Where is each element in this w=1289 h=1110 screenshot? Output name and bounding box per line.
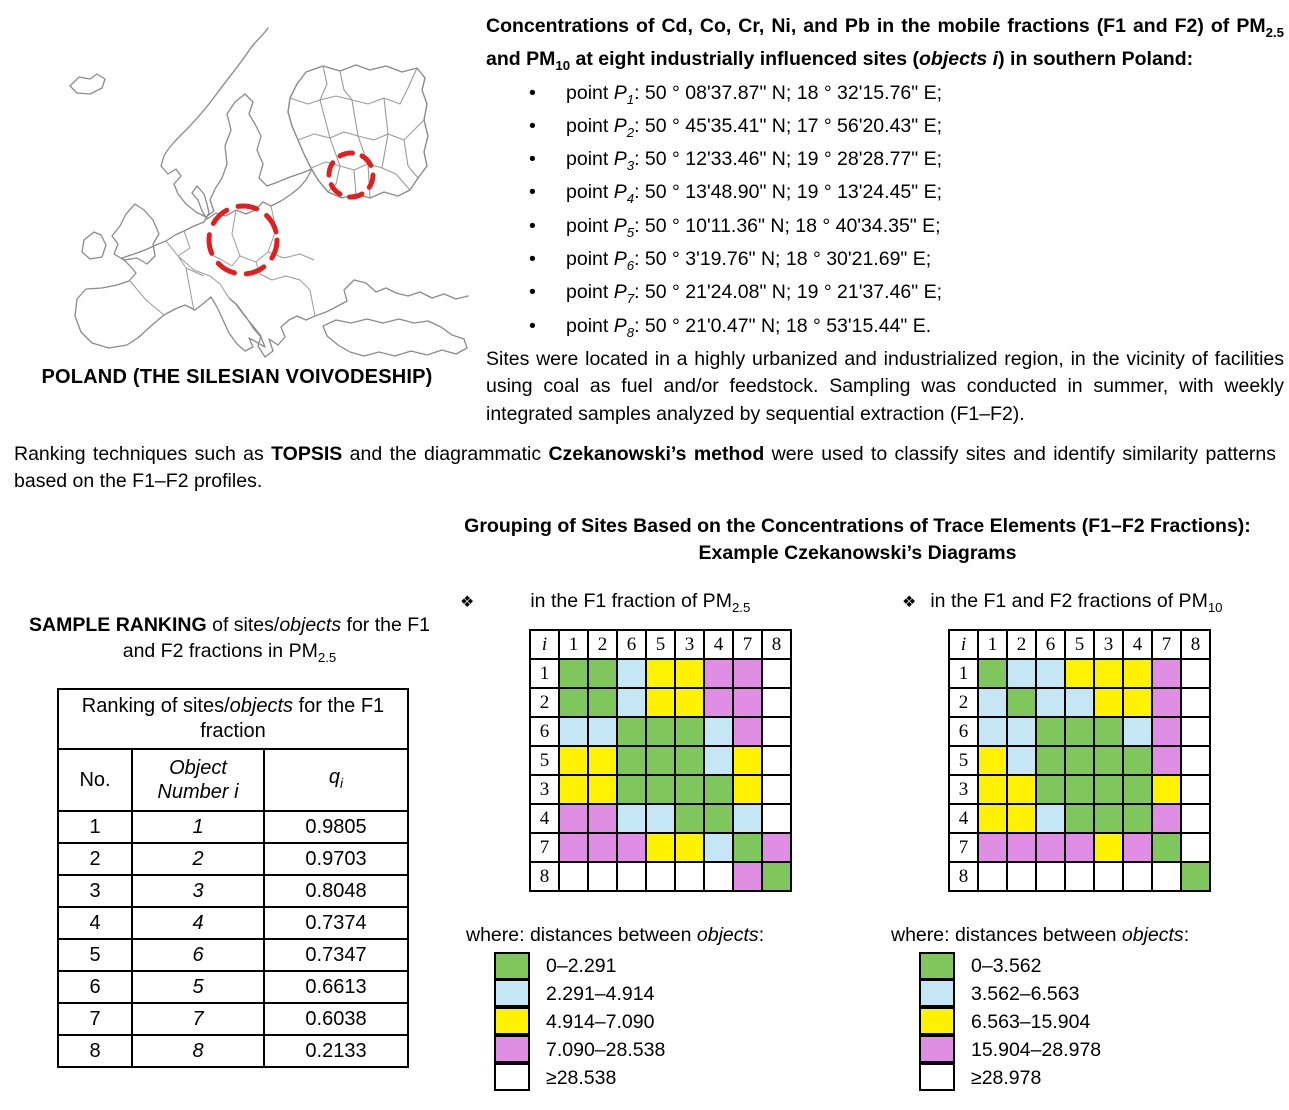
table-cell-object: 7 bbox=[132, 1003, 264, 1035]
grid-col-label: 3 bbox=[1094, 630, 1123, 659]
legend-range-label: 3.562–6.563 bbox=[971, 982, 1080, 1005]
grid-cell bbox=[704, 688, 733, 717]
table-cell-qi: 0.7374 bbox=[264, 907, 408, 939]
bullet-icon: • bbox=[529, 181, 536, 204]
diagram-pm25-heading bbox=[460, 590, 880, 616]
legend-item bbox=[919, 952, 1189, 980]
grid-cell bbox=[733, 688, 762, 717]
grid-cell bbox=[1065, 833, 1094, 862]
grid-row-label: 6 bbox=[530, 717, 559, 746]
coordinate-text: point $P_3$: 50 ° 12'33.46" N; 19 ° 28'28.77" E; bbox=[566, 148, 943, 174]
grid-row-label: 8 bbox=[530, 862, 559, 891]
grid-cell bbox=[646, 688, 675, 717]
grid-cell bbox=[733, 717, 762, 746]
sample-ranking-title: SAMPLE RANKING of sites/objects for the F1 and F2 fractions in $PM_{2.5}$ bbox=[29, 614, 430, 665]
grid-row-label: 4 bbox=[949, 804, 978, 833]
czekanowski-grid-pm25 bbox=[529, 629, 792, 892]
grid-cell bbox=[978, 688, 1007, 717]
table-cell-object: 4 bbox=[132, 907, 264, 939]
ranking-table bbox=[57, 688, 409, 1068]
grid-cell bbox=[588, 688, 617, 717]
grid-cell bbox=[1152, 688, 1181, 717]
grid-cell bbox=[1152, 804, 1181, 833]
grid-cell bbox=[1007, 804, 1036, 833]
grid-row-label: 3 bbox=[949, 775, 978, 804]
diagram-pm25-title: in the F1 fraction of $PM_{2.5}$ bbox=[530, 590, 751, 615]
legend-title: where: distances between objects: bbox=[891, 924, 1190, 946]
grid-row-label: 3 bbox=[530, 775, 559, 804]
diamond-bullet-icon: ❖ bbox=[460, 594, 475, 611]
table-cell-object: 8 bbox=[132, 1035, 264, 1067]
legend-range-label: 7.090–28.538 bbox=[546, 1038, 666, 1061]
grid-row-label: 8 bbox=[949, 862, 978, 891]
grid-cell bbox=[1036, 746, 1065, 775]
bullet-icon: • bbox=[529, 148, 536, 171]
legend-range-label: 0–2.291 bbox=[546, 954, 617, 977]
grid-cell bbox=[617, 659, 646, 688]
grid-cell bbox=[588, 862, 617, 891]
grid-cell bbox=[1094, 717, 1123, 746]
grid-cell bbox=[588, 833, 617, 862]
grid-cell bbox=[675, 862, 704, 891]
europe-map bbox=[18, 8, 470, 364]
diagram-pm25 bbox=[460, 590, 880, 1100]
grid-cell bbox=[559, 804, 588, 833]
grid-cell bbox=[1036, 833, 1065, 862]
table-cell-qi: 0.2133 bbox=[264, 1035, 408, 1067]
grid-cell bbox=[675, 775, 704, 804]
turkey-outline bbox=[323, 319, 467, 356]
grid-cell bbox=[646, 833, 675, 862]
grid-row-label: 1 bbox=[530, 659, 559, 688]
grid-cell bbox=[1123, 775, 1152, 804]
grid-cell bbox=[733, 659, 762, 688]
legend-item bbox=[919, 1008, 1189, 1036]
grid-corner-label: i bbox=[530, 630, 559, 659]
grid-row-label: 2 bbox=[530, 688, 559, 717]
grid-cell bbox=[1094, 833, 1123, 862]
legend-item bbox=[494, 1036, 764, 1064]
legend-item bbox=[494, 1008, 764, 1036]
grid-cell bbox=[1065, 862, 1094, 891]
legend-item bbox=[494, 952, 764, 980]
grid-cell bbox=[978, 775, 1007, 804]
legend-range-label: 6.563–15.904 bbox=[971, 1010, 1091, 1033]
grid-cell bbox=[733, 775, 762, 804]
grid-cell bbox=[675, 688, 704, 717]
grid-cell bbox=[1152, 833, 1181, 862]
grid-cell bbox=[1094, 804, 1123, 833]
diagram-pm10-heading bbox=[902, 590, 1289, 616]
grid-cell bbox=[1123, 804, 1152, 833]
coordinate-text: point $P_1$: 50 ° 08'37.87" N; 18 ° 32'15.76" E; bbox=[566, 81, 943, 107]
coordinate-text: point $P_4$: 50 ° 13'48.90" N; 19 ° 13'24.45" E; bbox=[566, 181, 943, 207]
country-borders bbox=[130, 206, 315, 316]
grid-cell bbox=[704, 775, 733, 804]
grid-cell bbox=[1181, 775, 1210, 804]
grid-cell bbox=[559, 746, 588, 775]
coordinate-text: point $P_5$: 50 ° 10'11.36" N; 18 ° 40'34.35" E; bbox=[566, 214, 941, 240]
grid-cell bbox=[1094, 688, 1123, 717]
grid-cell bbox=[617, 775, 646, 804]
grid-cell bbox=[1007, 746, 1036, 775]
legend-swatch bbox=[494, 1035, 530, 1063]
intro-block bbox=[486, 13, 1284, 428]
table-cell-no: 4 bbox=[58, 907, 132, 939]
site-description: Sites were located in a highly urbanized and industrialized region, in the vicinity of facilities using coal as fuel and/or feedstock. Sampling was conducted in summer, with weekly integrated samples analyzed by sequential extraction (F1–F2). bbox=[486, 347, 1284, 425]
grid-row-label: 6 bbox=[949, 717, 978, 746]
grid-col-label: 2 bbox=[1007, 630, 1036, 659]
grid-cell bbox=[559, 833, 588, 862]
table-cell-qi: 0.6038 bbox=[264, 1003, 408, 1035]
diagram-pm10 bbox=[891, 590, 1289, 1100]
grid-cell bbox=[1065, 717, 1094, 746]
grid-cell bbox=[559, 688, 588, 717]
grid-cell bbox=[1181, 804, 1210, 833]
grid-cell bbox=[1065, 804, 1094, 833]
grid-cell bbox=[1181, 746, 1210, 775]
table-cell-qi: 0.8048 bbox=[264, 875, 408, 907]
grid-cell bbox=[704, 862, 733, 891]
grid-cell bbox=[1152, 775, 1181, 804]
grid-cell bbox=[1094, 746, 1123, 775]
grid-cell bbox=[617, 688, 646, 717]
diagram-pm10-title: in the F1 and F2 fractions of $PM_{10}$ bbox=[930, 590, 1223, 615]
legend-pm25 bbox=[461, 924, 764, 1092]
grid-cell bbox=[704, 833, 733, 862]
table-cell-no: 1 bbox=[58, 811, 132, 843]
grid-cell bbox=[1036, 717, 1065, 746]
coordinate-item bbox=[486, 80, 1284, 113]
grid-cell bbox=[675, 659, 704, 688]
grid-cell bbox=[617, 804, 646, 833]
coordinate-item bbox=[486, 146, 1284, 179]
grid-cell bbox=[978, 659, 1007, 688]
grid-cell bbox=[1065, 659, 1094, 688]
grid-cell bbox=[704, 717, 733, 746]
grid-cell bbox=[1007, 833, 1036, 862]
grid-cell bbox=[1123, 746, 1152, 775]
legend-item bbox=[919, 980, 1189, 1008]
grid-cell bbox=[588, 659, 617, 688]
legend-swatch bbox=[494, 952, 530, 980]
table-cell-no: 5 bbox=[58, 939, 132, 971]
grid-cell bbox=[1123, 833, 1152, 862]
bullet-icon: • bbox=[529, 214, 536, 237]
legend-rows bbox=[494, 952, 764, 1092]
grid-cell bbox=[1007, 717, 1036, 746]
grid-cell bbox=[1007, 775, 1036, 804]
grid-col-label: 4 bbox=[704, 630, 733, 659]
table-cell-no: 2 bbox=[58, 843, 132, 875]
grid-col-label: 6 bbox=[617, 630, 646, 659]
legend-swatch bbox=[494, 979, 530, 1007]
grid-cell bbox=[1152, 717, 1181, 746]
grid-cell bbox=[1094, 862, 1123, 891]
grid-cell bbox=[617, 746, 646, 775]
grid-cell bbox=[978, 862, 1007, 891]
grid-cell bbox=[1123, 862, 1152, 891]
coordinate-item bbox=[486, 279, 1284, 312]
grid-cell bbox=[646, 804, 675, 833]
table-row bbox=[58, 811, 408, 843]
intro-heading: Concentrations of Cd, Co, Cr, Ni, and Pb in the mobile fractions (F1 and F2) of $PM_{2.5}$ and $PM_{10}$ at eight industrially influenced sites (objects i) in southern Poland: bbox=[486, 15, 1284, 74]
table-cell-no: 7 bbox=[58, 1003, 132, 1035]
table-row bbox=[58, 907, 408, 939]
coordinate-item bbox=[486, 179, 1284, 212]
table-cell-no: 6 bbox=[58, 971, 132, 1003]
grid-cell bbox=[733, 833, 762, 862]
coordinate-item bbox=[486, 213, 1284, 246]
table-row bbox=[58, 1035, 408, 1067]
ireland-outline bbox=[82, 232, 106, 259]
table-column-header: No. bbox=[58, 749, 132, 811]
legend-swatch bbox=[919, 952, 955, 980]
grid-cell bbox=[559, 862, 588, 891]
legend-range-label: 2.291–4.914 bbox=[546, 982, 655, 1005]
table-cell-no: 3 bbox=[58, 875, 132, 907]
table-column-header: $q_i$ bbox=[264, 749, 408, 811]
legend-rows bbox=[919, 952, 1189, 1092]
table-row bbox=[58, 1003, 408, 1035]
grid-cell bbox=[1007, 862, 1036, 891]
legend-swatch bbox=[919, 1063, 955, 1091]
coordinate-text: point $P_8$: 50 ° 21'0.47" N; 18 ° 53'15.44" E. bbox=[566, 314, 932, 340]
grid-cell bbox=[1152, 862, 1181, 891]
table-cell-object: 6 bbox=[132, 939, 264, 971]
grid-cell bbox=[1181, 688, 1210, 717]
table-cell-qi: 0.7347 bbox=[264, 939, 408, 971]
grid-cell bbox=[588, 804, 617, 833]
scandinavia-outline bbox=[161, 28, 312, 217]
grid-cell bbox=[762, 717, 791, 746]
grid-row-label: 7 bbox=[530, 833, 559, 862]
grid-row-label: 5 bbox=[530, 746, 559, 775]
grid-cell bbox=[1094, 775, 1123, 804]
coordinate-text: point $P_2$: 50 ° 45'35.41" N; 17 ° 56'20.43" E; bbox=[566, 114, 943, 140]
legend-item bbox=[494, 980, 764, 1008]
grid-cell bbox=[1181, 862, 1210, 891]
grid-corner-label: i bbox=[949, 630, 978, 659]
legend-pm10 bbox=[886, 924, 1189, 1092]
grid-cell bbox=[646, 717, 675, 746]
table-merged-header: Ranking of sites/objects for the F1 fraction bbox=[58, 689, 408, 749]
grid-cell bbox=[762, 659, 791, 688]
legend-swatch bbox=[919, 1007, 955, 1035]
legend-swatch bbox=[494, 1007, 530, 1035]
grid-row-label: 2 bbox=[949, 688, 978, 717]
grid-cell bbox=[978, 833, 1007, 862]
table-row bbox=[58, 939, 408, 971]
grid-cell bbox=[978, 746, 1007, 775]
grid-cell bbox=[559, 659, 588, 688]
grid-cell bbox=[762, 746, 791, 775]
legend-item bbox=[919, 1064, 1189, 1092]
table-row bbox=[58, 875, 408, 907]
coordinate-text: point $P_6$: 50 ° 3'19.76" N; 18 ° 30'21.69" E; bbox=[566, 248, 932, 273]
grid-cell bbox=[588, 717, 617, 746]
bullet-icon: • bbox=[529, 281, 536, 304]
grid-cell bbox=[1123, 717, 1152, 746]
legend-swatch bbox=[919, 979, 955, 1007]
grid-cell bbox=[559, 717, 588, 746]
czekanowski-grid-pm10 bbox=[948, 629, 1211, 892]
coordinate-list bbox=[486, 80, 1284, 346]
legend-range-label: ≥28.978 bbox=[971, 1066, 1042, 1089]
table-cell-no: 8 bbox=[58, 1035, 132, 1067]
methods-paragraph: Ranking techniques such as TOPSIS and the diagrammatic Czekanowski’s method were used to classify sites and identify similarity patterns based on the F1–F2 profiles. bbox=[14, 443, 1277, 493]
grid-row-label: 4 bbox=[530, 804, 559, 833]
grid-cell bbox=[617, 833, 646, 862]
legend-item bbox=[494, 1064, 764, 1092]
grid-cell bbox=[559, 775, 588, 804]
grid-cell bbox=[1181, 659, 1210, 688]
grid-col-label: 5 bbox=[1065, 630, 1094, 659]
grid-cell bbox=[1094, 659, 1123, 688]
grid-row-label: 1 bbox=[949, 659, 978, 688]
legend-range-label: 4.914–7.090 bbox=[546, 1010, 655, 1033]
grid-cell bbox=[646, 746, 675, 775]
grid-cell bbox=[588, 746, 617, 775]
table-cell-qi: 0.9703 bbox=[264, 843, 408, 875]
europe-map-svg bbox=[18, 8, 470, 364]
diamond-bullet-icon: ❖ bbox=[902, 594, 917, 611]
bullet-icon: • bbox=[529, 114, 536, 137]
grid-cell bbox=[1152, 746, 1181, 775]
table-cell-object: 2 bbox=[132, 843, 264, 875]
grid-cell bbox=[1036, 804, 1065, 833]
grid-cell bbox=[1181, 833, 1210, 862]
grid-cell bbox=[978, 804, 1007, 833]
bullet-icon: • bbox=[529, 81, 536, 104]
table-cell-qi: 0.6613 bbox=[264, 971, 408, 1003]
grouping-heading: Grouping of Sites Based on the Concentrations of Trace Elements (F1–F2 Fractions): Example Czekanowski’s Diagrams bbox=[464, 515, 1251, 565]
grid-cell bbox=[617, 717, 646, 746]
grid-cell bbox=[733, 746, 762, 775]
map-caption: POLAND (THE SILESIAN VOIVODESHIP) bbox=[41, 366, 433, 388]
legend-range-label: 0–3.562 bbox=[971, 954, 1042, 977]
grid-cell bbox=[1123, 688, 1152, 717]
grid-cell bbox=[1007, 659, 1036, 688]
grid-cell bbox=[675, 804, 704, 833]
table-cell-qi: 0.9805 bbox=[264, 811, 408, 843]
coordinate-item bbox=[486, 246, 1284, 279]
grid-cell bbox=[704, 746, 733, 775]
poland-inset-outline bbox=[288, 65, 428, 198]
grid-cell bbox=[1152, 659, 1181, 688]
grid-cell bbox=[762, 833, 791, 862]
grid-cell bbox=[617, 862, 646, 891]
grid-cell bbox=[733, 862, 762, 891]
grid-cell bbox=[733, 804, 762, 833]
grid-cell bbox=[1036, 775, 1065, 804]
grid-cell bbox=[762, 775, 791, 804]
legend-range-label: ≥28.538 bbox=[546, 1066, 617, 1089]
grid-row-label: 5 bbox=[949, 746, 978, 775]
iceland-outline bbox=[70, 74, 105, 94]
legend-swatch bbox=[494, 1063, 530, 1091]
grid-col-label: 4 bbox=[1123, 630, 1152, 659]
coordinate-item bbox=[486, 113, 1284, 146]
legend-title: where: distances between objects: bbox=[466, 924, 765, 946]
grid-cell bbox=[646, 659, 675, 688]
legend-item bbox=[919, 1036, 1189, 1064]
continent-coastline bbox=[75, 169, 468, 357]
grid-col-label: 7 bbox=[733, 630, 762, 659]
grid-cell bbox=[1181, 717, 1210, 746]
grid-cell bbox=[1036, 862, 1065, 891]
grid-cell bbox=[704, 659, 733, 688]
legend-swatch bbox=[919, 1035, 955, 1063]
grid-cell bbox=[762, 804, 791, 833]
grid-cell bbox=[1065, 688, 1094, 717]
table-cell-object: 3 bbox=[132, 875, 264, 907]
grid-col-label: 6 bbox=[1036, 630, 1065, 659]
bullet-icon: • bbox=[529, 248, 536, 271]
grid-cell bbox=[1036, 688, 1065, 717]
table-row bbox=[58, 843, 408, 875]
grid-cell bbox=[1065, 746, 1094, 775]
grid-col-label: 1 bbox=[978, 630, 1007, 659]
grid-cell bbox=[1007, 688, 1036, 717]
grid-col-label: 8 bbox=[1181, 630, 1210, 659]
grid-cell bbox=[588, 775, 617, 804]
grid-cell bbox=[675, 746, 704, 775]
grid-cell bbox=[675, 717, 704, 746]
table-row bbox=[58, 971, 408, 1003]
table-cell-object: 5 bbox=[132, 971, 264, 1003]
grid-cell bbox=[762, 688, 791, 717]
grid-cell bbox=[675, 833, 704, 862]
grid-row-label: 7 bbox=[949, 833, 978, 862]
uk-outline bbox=[112, 204, 159, 264]
bullet-icon: • bbox=[529, 314, 536, 337]
grid-cell bbox=[1065, 775, 1094, 804]
grid-cell bbox=[704, 804, 733, 833]
grid-col-label: 1 bbox=[559, 630, 588, 659]
grid-cell bbox=[1036, 659, 1065, 688]
coordinate-item bbox=[486, 313, 1284, 346]
coordinate-text: point $P_7$: 50 ° 21'24.08" N; 19 ° 21'37.46" E; bbox=[566, 281, 943, 307]
grid-col-label: 2 bbox=[588, 630, 617, 659]
legend-range-label: 15.904–28.978 bbox=[971, 1038, 1102, 1061]
grid-cell bbox=[1123, 659, 1152, 688]
grid-col-label: 3 bbox=[675, 630, 704, 659]
grid-col-label: 5 bbox=[646, 630, 675, 659]
grid-cell bbox=[646, 862, 675, 891]
grid-cell bbox=[978, 717, 1007, 746]
table-column-header: Object Number i bbox=[132, 749, 264, 811]
grid-col-label: 7 bbox=[1152, 630, 1181, 659]
grid-cell bbox=[762, 862, 791, 891]
grid-cell bbox=[646, 775, 675, 804]
grid-col-label: 8 bbox=[762, 630, 791, 659]
table-cell-object: 1 bbox=[132, 811, 264, 843]
poland-highlight-circle bbox=[209, 206, 277, 274]
